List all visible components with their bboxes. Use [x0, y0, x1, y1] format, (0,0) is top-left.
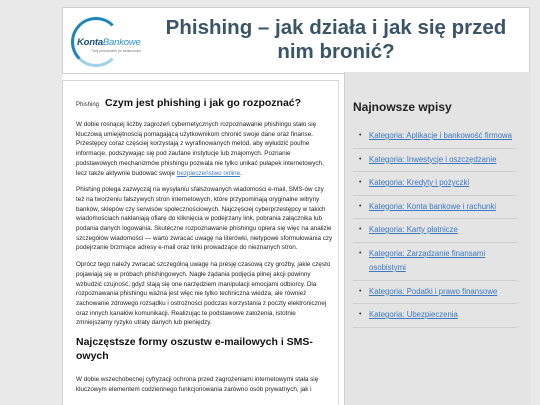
sidebar-link[interactable]: Kategoria: Zarządzanie finansami osobistymi — [369, 248, 486, 272]
article-heading — [76, 97, 301, 109]
sidebar-heading: Najnowsze wpisy — [353, 100, 452, 114]
sidebar-link[interactable]: Kategoria: Kredyty i pożyczki — [369, 178, 470, 187]
article-image-broken-icon: Phishing — [76, 102, 100, 108]
article-body — [76, 120, 333, 401]
sidebar-item — [353, 219, 517, 243]
article-paragraph: W dobie rosnącej liczby zagrożeń cybernetycznych rozpoznawanie phishingu stało się kluczową umiejętnością pomagającą użytkownikom chronić swoje dane oraz finanse. Przestępcy coraz częściej korzystają z wyrafinowanych metod, aby wyłudzić poufne informacje, podszywając się pod zaufane instytucje lub znajomych. Poznanie podstawowych mechanizmów phishingu pozwala nie tylko unikać pułapek internetowych, lecz także aktywnie budować swoje bezpieczeństwo online. — [76, 121, 324, 177]
bullet-icon: • — [359, 249, 362, 257]
site-header — [62, 7, 530, 74]
site-logo[interactable] — [71, 17, 147, 67]
sidebar-link[interactable]: Kategoria: Inwestycje i oszczędzanie — [369, 154, 497, 164]
bullet-icon: • — [359, 226, 362, 233]
recent-posts-list — [353, 125, 517, 328]
bullet-icon: • — [359, 202, 362, 210]
sidebar-item — [353, 304, 517, 328]
bullet-icon: • — [359, 287, 362, 295]
bullet-icon: • — [359, 179, 362, 186]
sidebar-item — [353, 149, 517, 173]
sidebar-link[interactable]: Kategoria: Podatki i prawo finansowe — [369, 286, 498, 296]
sidebar-item — [353, 125, 517, 149]
bullet-icon: • — [359, 155, 362, 163]
sidebar-link[interactable]: Kategoria: Aplikacje i bankowość firmowa — [369, 131, 513, 140]
page — [62, 7, 530, 405]
bullet-icon: • — [359, 311, 362, 318]
article-subheading: Najczęstsze formy oszustw e-mailowych i SMS-owych — [76, 336, 313, 363]
sidebar-item — [353, 196, 517, 220]
security-online-link[interactable]: bezpieczeństwo online — [176, 169, 241, 177]
logo-wordmark: KontaBankowe — [77, 37, 141, 48]
sidebar-item — [353, 172, 517, 196]
article-paragraph: Phishing polega zazwyczaj na wysyłaniu sfałszowanych wiadomości e-mail, SMS-ów czy też na tworzeniu fałszywych stron internetowych, które przypominają oryginalne witryny banków, sklepów czy serwisów społecznościowych. Najczęściej cyberprzestępcy w takich wiadomościach nakłaniają ofiarę do kliknięcia w podejrzany link, pobrania załącznika lub podania danych logowania. Skuteczne rozpoznawanie phishingu opiera się więc na analizie szczegółów wiadomości — warto zwracać uwagę na literówki, nietypowe sformułowania czy podejrzanie brzmiące adresy e-mail oraz linki prowadzące do nieznanych stron. — [76, 186, 333, 252]
bullet-icon: • — [359, 132, 362, 139]
sidebar — [344, 72, 531, 405]
sidebar-link[interactable]: Kategoria: Ubezpieczenia — [369, 310, 458, 319]
article-paragraph: W dobie wszechobecnej cyfryzacji ochrona przed zagrożeniami internetowymi stała się kluczowym elementem codziennego funkcjonowania zarówno osób prywatnych, jak i — [76, 376, 319, 393]
sidebar-link[interactable]: Kategoria: Karty płatnicze — [369, 225, 458, 234]
article-paragraph: Oprócz tego należy zwracać szczególną uwagę na presję czasową czy groźby, jakie często pojawiają się w próbach phishingowych. Nagłe żądania podjęcia pilnej akcji powinny wzbudzić czujność, gdyż stają się one narzędziem manipulacji emocjami odbiorcy. Dla rozpoznawania phishingu ważna jest więc nie tylko techniczna wiedza, ale również zachowanie zdrowego rozsądku i ostrożności podczas korzystania z poczty elektronicznej oraz innych kanałów komunikacji. Realizując te podstawowe założenia, istotnie zmniejszamy ryzyko utraty danych lub pieniędzy. — [76, 261, 331, 327]
sidebar-link[interactable]: Kategoria: Konta bankowe i rachunki — [369, 201, 496, 211]
page-title: Phishing – jak działa i jak się przed nim bronić? — [165, 16, 507, 63]
sidebar-item — [353, 243, 517, 281]
article-column — [62, 80, 339, 405]
article-heading-text: Czym jest phishing i jak go rozpoznać? — [105, 97, 302, 109]
sidebar-item — [353, 281, 517, 305]
logo-tagline: Twój przewodnik po bankowości — [91, 49, 141, 53]
